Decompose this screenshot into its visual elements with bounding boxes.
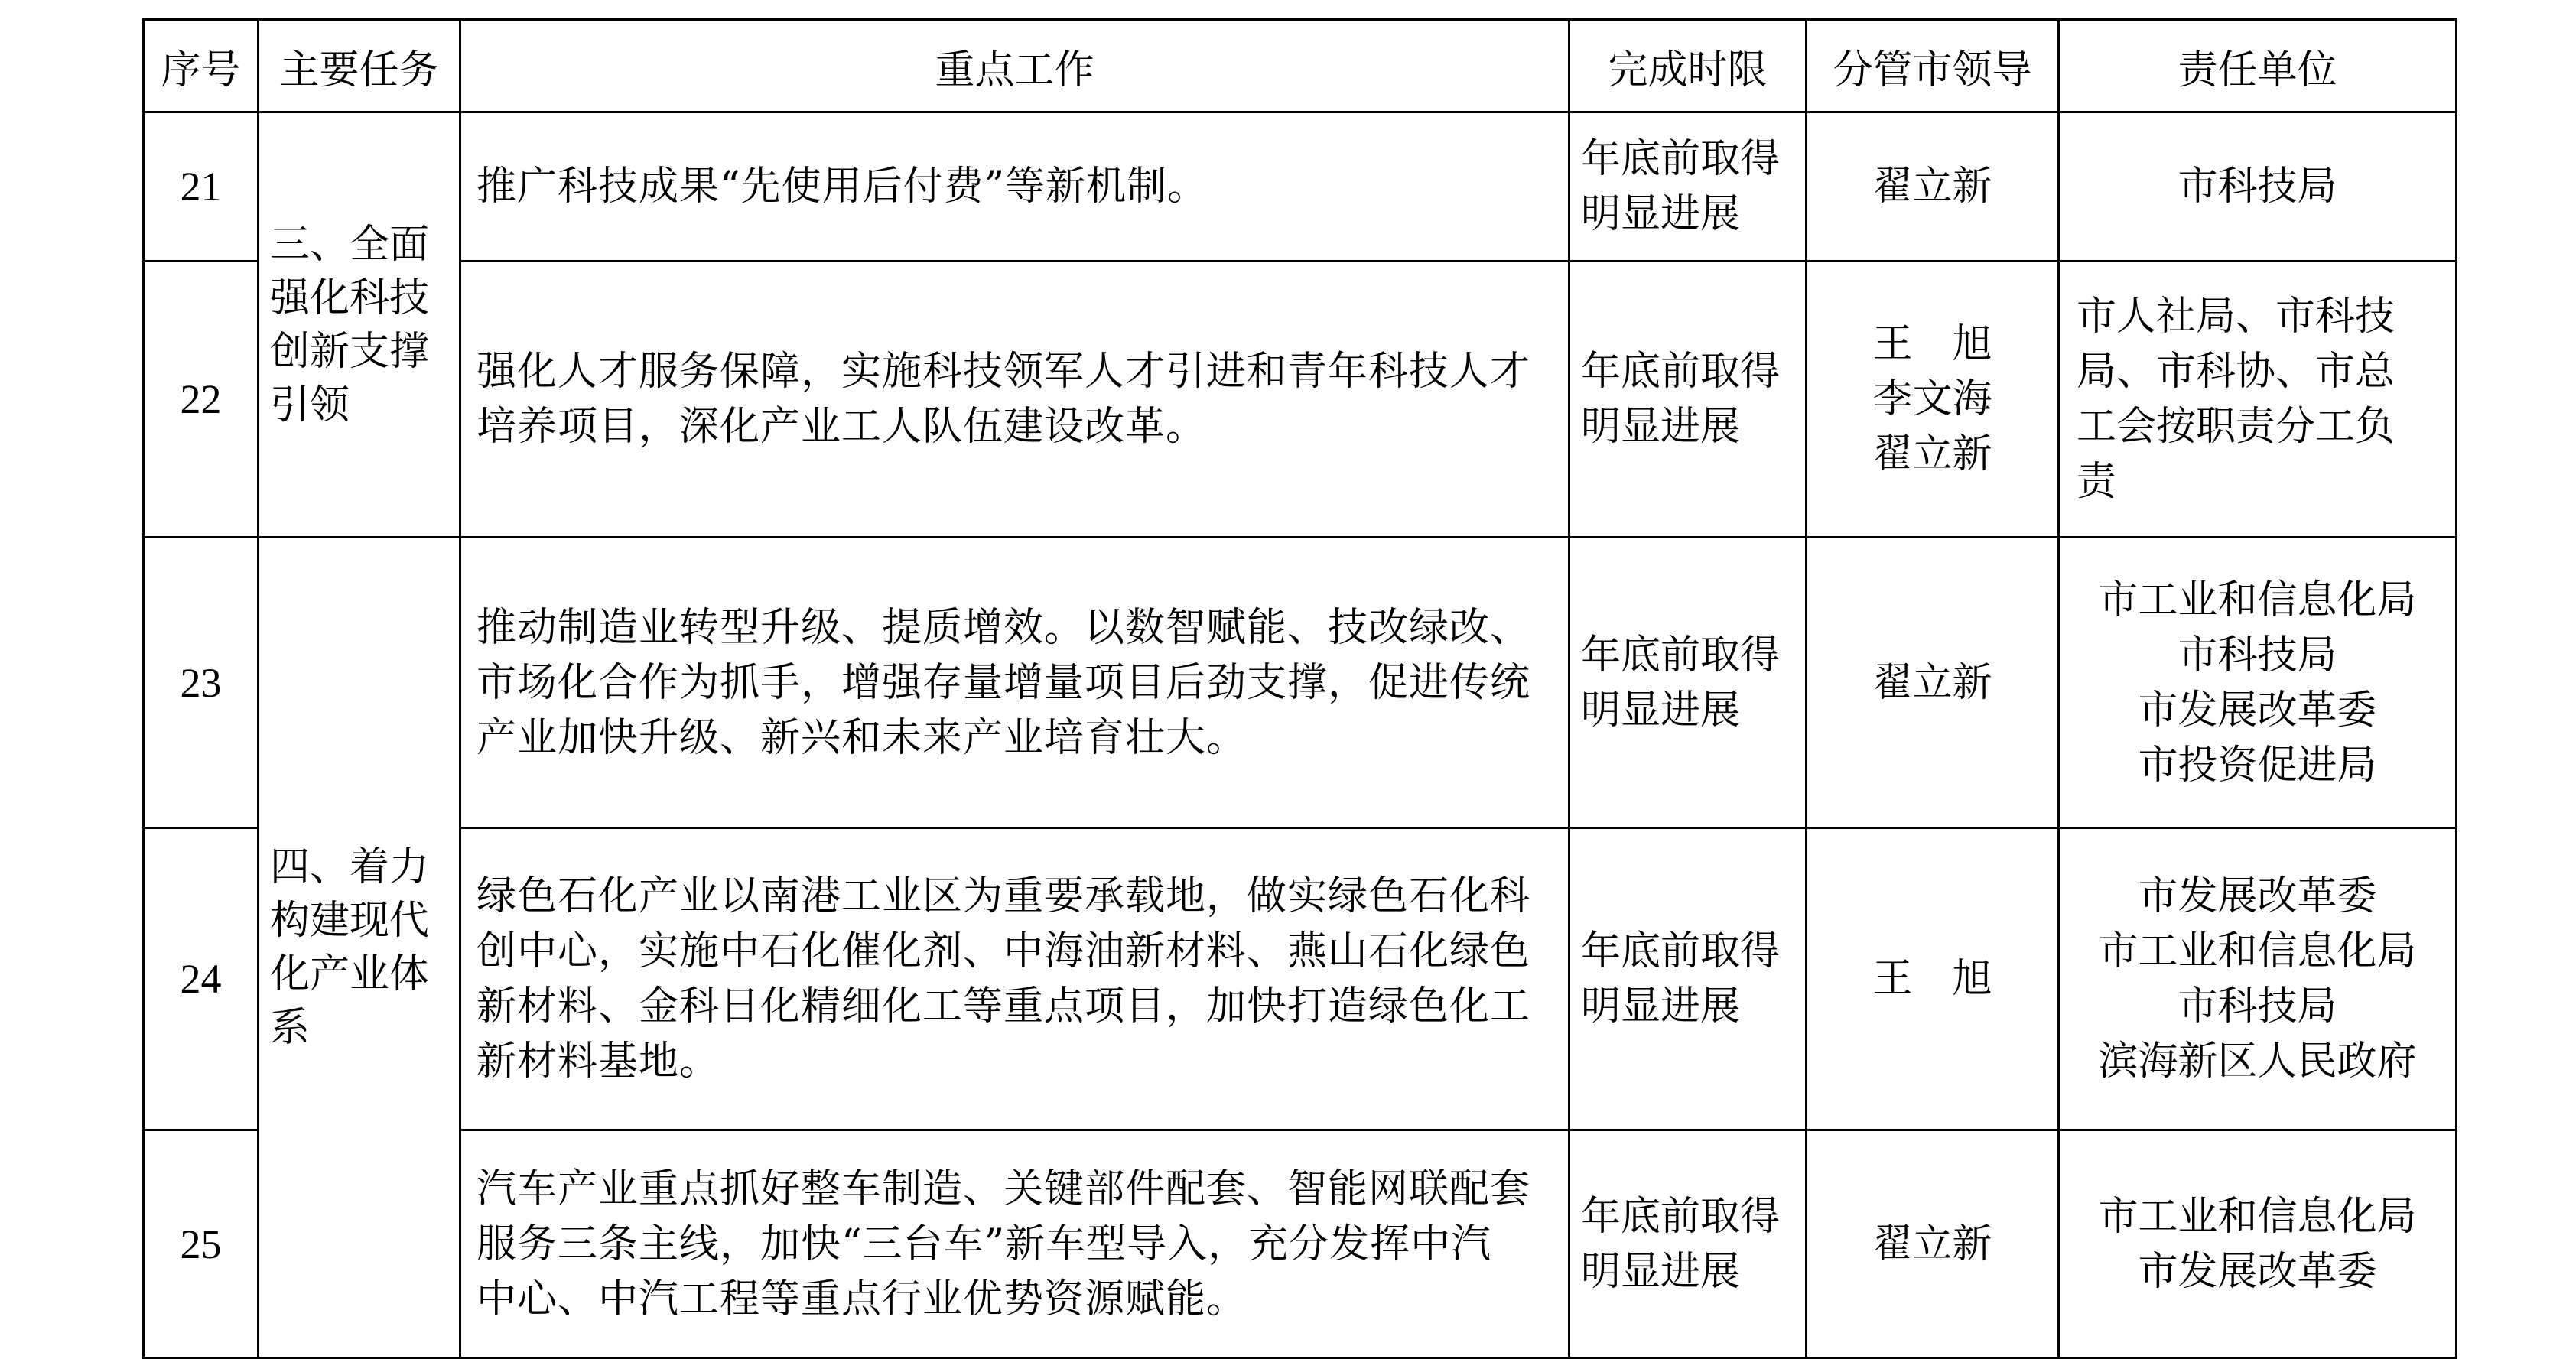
work-line: 服务三条主线，加快“三台车”新车型导入，充分发挥中汽: [476, 1221, 1492, 1267]
work-line: 推动制造业转型升级、提质增效。以数智赋能、技改绿改、: [476, 604, 1531, 651]
work-line: 新材料基地。: [476, 1039, 720, 1084]
deadline-line: 年底前取得: [1581, 928, 1781, 974]
unit-line: 市发展改革委: [2138, 873, 2377, 919]
work-line: 绿色石化产业以南港工业区为重要承载地，做实绿色石化科: [476, 873, 1531, 919]
work-line: 汽车产业重点抓好整车制造、关键部件配套、智能网联配套: [476, 1166, 1531, 1212]
leader-cell: [1807, 112, 2059, 262]
work-cell: [460, 1130, 1569, 1358]
leader-cell: [1807, 828, 2059, 1130]
deadline-cell: [1569, 538, 1807, 828]
table-row: [144, 538, 2457, 828]
row-seq: 22: [144, 262, 259, 538]
table-row: [144, 1130, 2457, 1358]
deadline-cell: [1569, 262, 1807, 538]
deadline-line: 年底前取得: [1581, 136, 1781, 182]
leader-name: 翟立新: [1872, 431, 1992, 477]
work-line: 市场化合作为抓手，增强存量增量项目后劲支撑，促进传统: [476, 659, 1531, 706]
unit-cell: [2059, 262, 2457, 538]
unit-line: 市工业和信息化局: [2098, 577, 2417, 623]
row-seq: 24: [144, 828, 259, 1130]
unit-line: 局、市科协、市总: [2077, 349, 2395, 395]
unit-cell: [2059, 112, 2457, 262]
deadline-line: 年底前取得: [1581, 632, 1781, 678]
work-line: 创中心，实施中石化催化剂、中海油新材料、燕山石化绿色: [476, 928, 1531, 974]
deadline-cell: [1569, 828, 1807, 1130]
unit-cell: [2059, 538, 2457, 828]
unit-line: 市科技局: [2178, 164, 2337, 210]
work-line: 培养项目，深化产业工人队伍建设改革。: [476, 404, 1207, 450]
header-deadline: 完成时限: [1569, 20, 1807, 112]
work-cell: [460, 828, 1569, 1130]
header-leader: 分管市领导: [1807, 20, 2059, 112]
work-line: 强化人才服务保障，实施科技领军人才引进和青年科技人才: [476, 349, 1531, 395]
table-row: [144, 112, 2457, 262]
table-row: [144, 262, 2457, 538]
leader-name: 翟立新: [1872, 1221, 1992, 1267]
unit-line: 市发展改革委: [2138, 687, 2377, 733]
work-line: 推广科技成果“先使用后付费”等新机制。: [476, 164, 1208, 210]
work-cell: [460, 262, 1569, 538]
leader-cell: [1807, 262, 2059, 538]
deadline-line: 明显进展: [1581, 404, 1741, 450]
unit-line: 责: [2077, 459, 2117, 505]
leader-name: 翟立新: [1872, 659, 1992, 706]
work-cell: [460, 112, 1569, 262]
header-unit: 责任单位: [2059, 20, 2457, 112]
deadline-line: 明显进展: [1581, 687, 1741, 733]
work-line: 新材料、金科日化精细化工等重点项目，加快打造绿色化工: [476, 983, 1531, 1029]
deadline-line: 明显进展: [1581, 191, 1741, 237]
unit-line: 工会按职责分工负: [2077, 404, 2395, 450]
deadline-line: 明显进展: [1581, 983, 1741, 1029]
table-row: [144, 828, 2457, 1130]
row-seq: 23: [144, 538, 259, 828]
row-seq: 21: [144, 112, 259, 262]
deadline-cell: [1569, 112, 1807, 262]
leader-name: 王 旭: [1872, 956, 1992, 1002]
unit-line: 市人社局、市科技: [2077, 294, 2395, 340]
header-seq: 序号: [144, 20, 259, 112]
deadline-line: 明显进展: [1581, 1248, 1741, 1295]
main-task-cell: 四、着力构建现代化产业体系: [259, 538, 460, 1358]
unit-line: 滨海新区人民政府: [2098, 1039, 2417, 1084]
leader-name: 李文海: [1872, 376, 1992, 422]
deadline-line: 年底前取得: [1581, 349, 1781, 395]
work-line: 产业加快升级、新兴和未来产业培育壮大。: [476, 714, 1247, 761]
leader-cell: [1807, 538, 2059, 828]
header-task: 主要任务: [259, 20, 460, 112]
unit-cell: [2059, 1130, 2457, 1358]
unit-line: 市科技局: [2178, 632, 2337, 678]
unit-line: 市工业和信息化局: [2098, 928, 2417, 974]
unit-line: 市投资促进局: [2138, 742, 2377, 788]
header-work: 重点工作: [460, 20, 1569, 112]
deadline-line: 年底前取得: [1581, 1193, 1781, 1240]
leader-name: 王 旭: [1872, 321, 1992, 367]
unit-line: 市科技局: [2178, 983, 2337, 1029]
work-line: 中心、中汽工程等重点行业优势资源赋能。: [476, 1276, 1247, 1322]
unit-line: 市发展改革委: [2138, 1248, 2377, 1295]
unit-cell: [2059, 828, 2457, 1130]
deadline-cell: [1569, 1130, 1807, 1358]
row-seq: 25: [144, 1130, 259, 1358]
work-cell: [460, 538, 1569, 828]
unit-line: 市工业和信息化局: [2098, 1193, 2417, 1240]
leader-name: 翟立新: [1872, 164, 1992, 210]
main-task-cell: 三、全面强化科技创新支撑引领: [259, 112, 460, 538]
key-work-table: [142, 18, 2457, 1359]
leader-cell: [1807, 1130, 2059, 1358]
table-header-row: [144, 20, 2457, 112]
